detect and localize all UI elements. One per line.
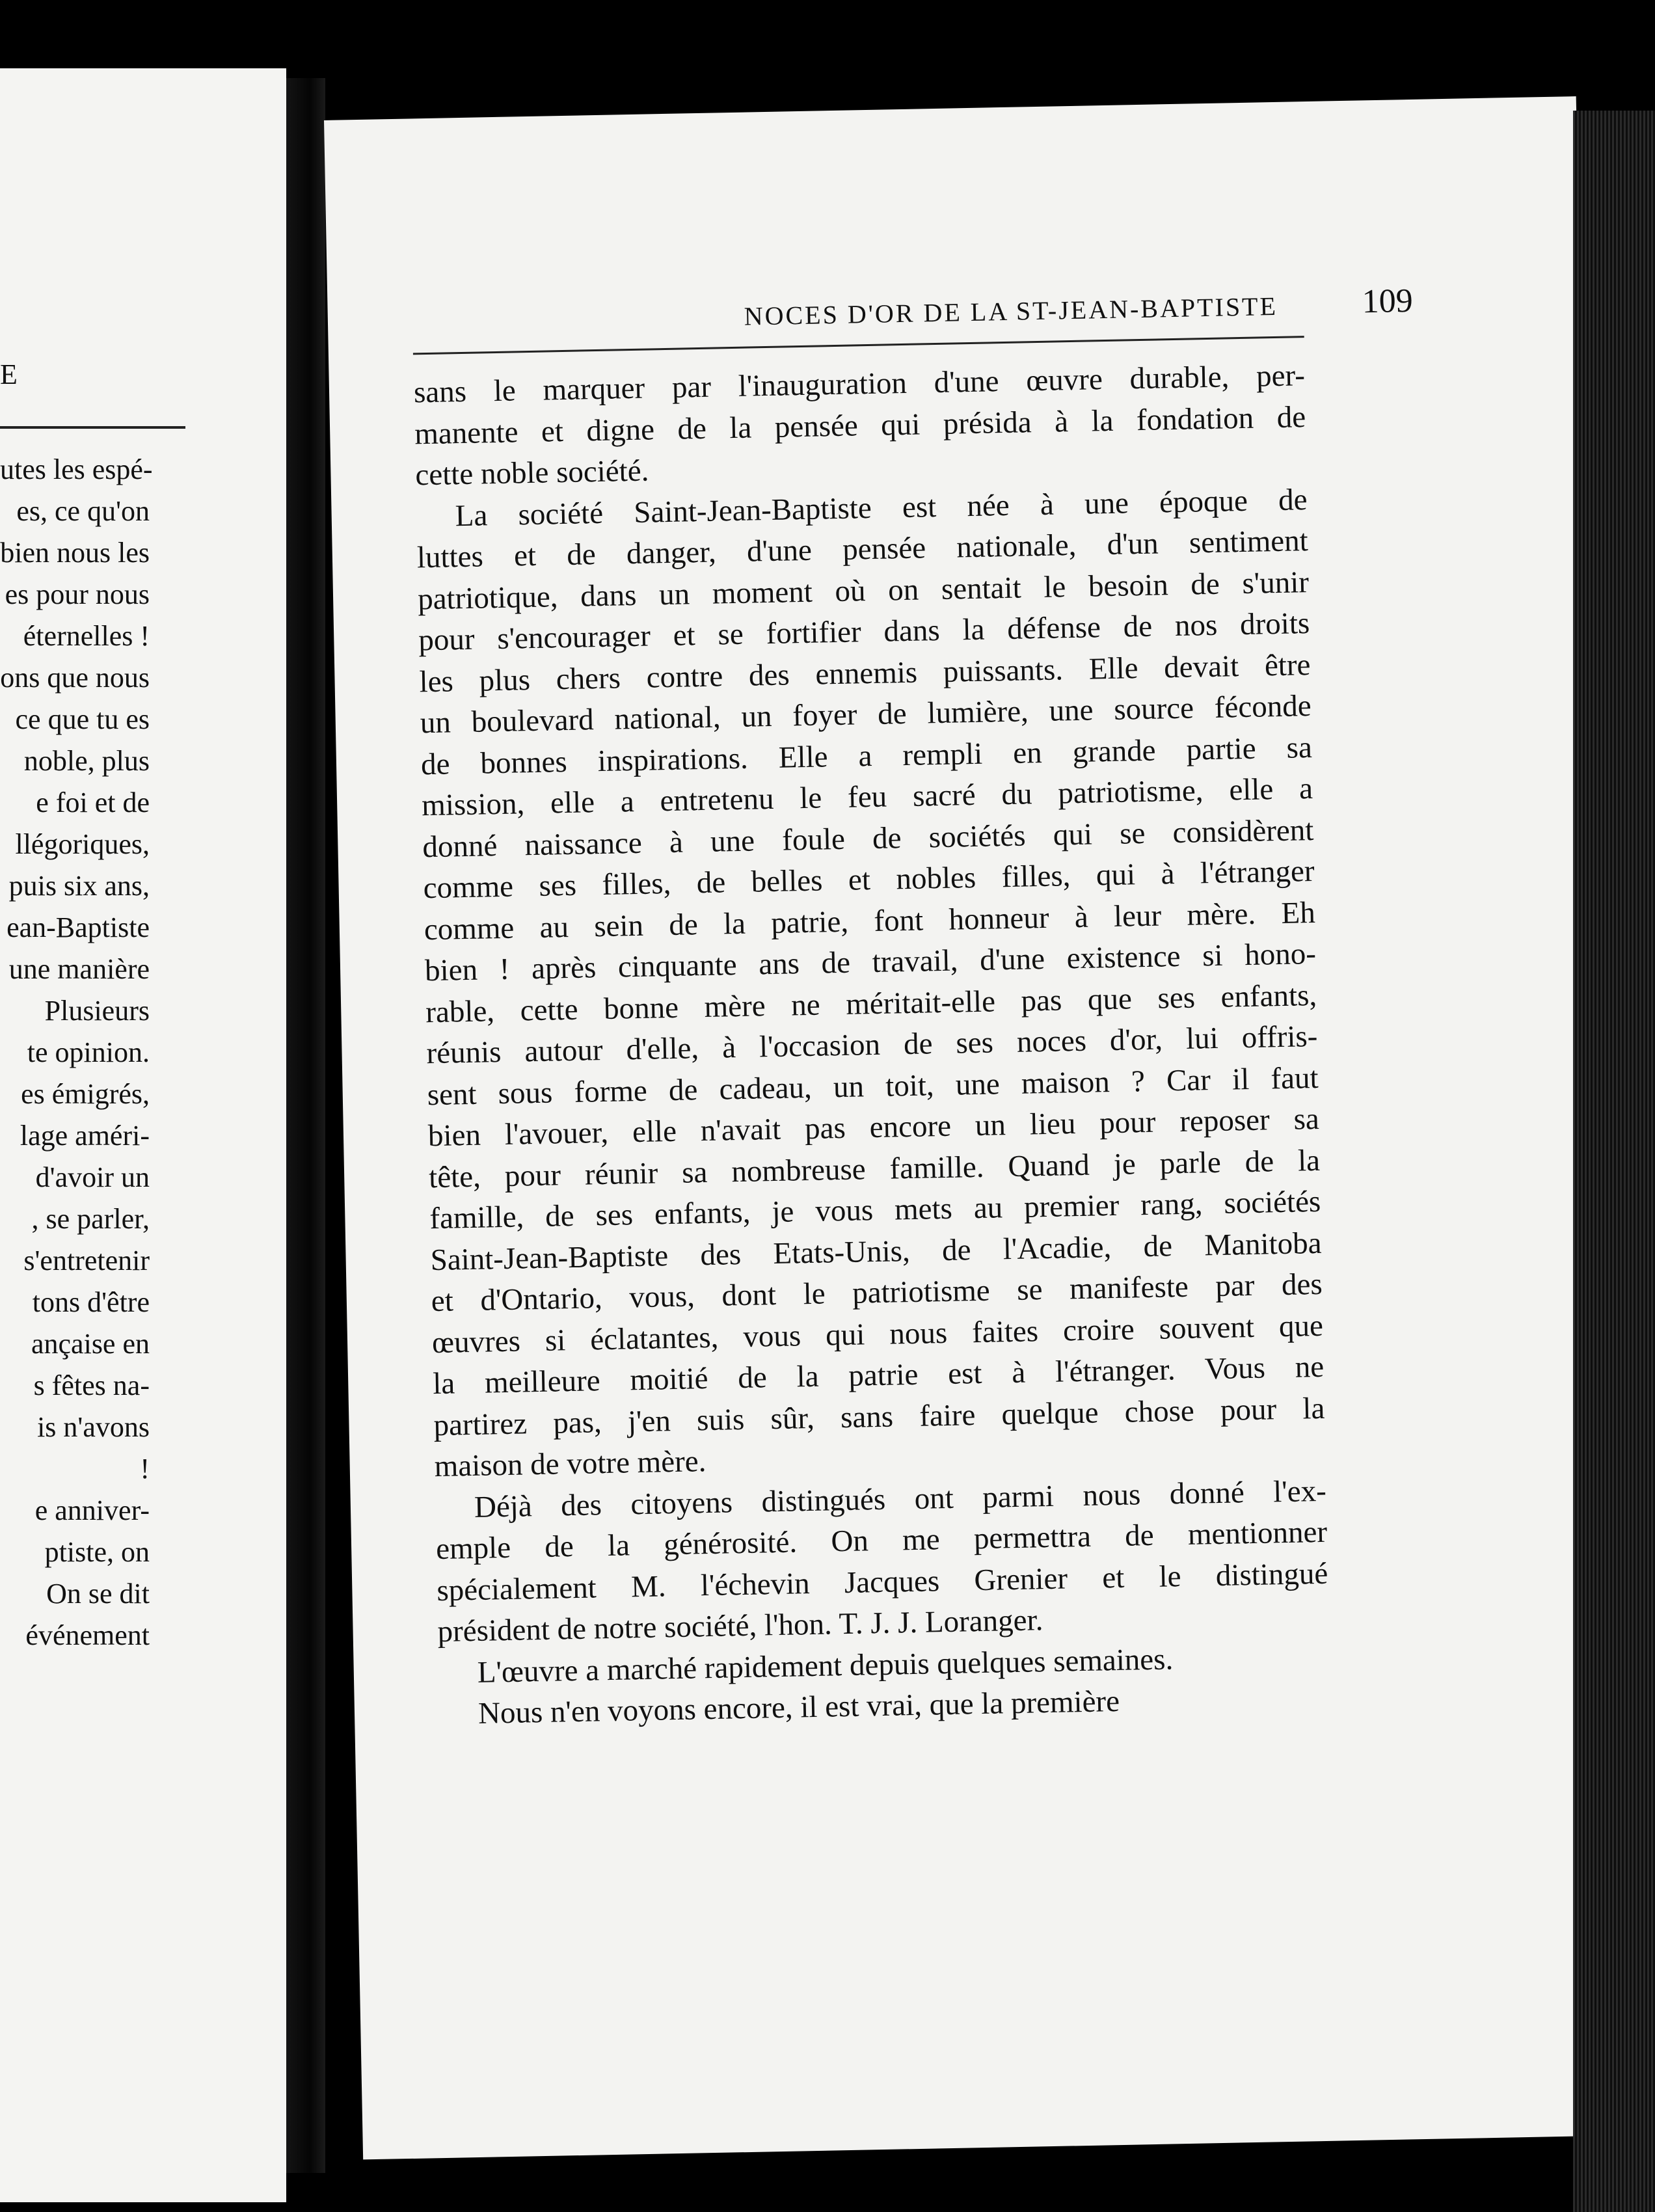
text-line: luttes et de danger, d'une pensée nationale, d'un sentiment <box>416 524 1309 575</box>
text-line: spécialement M. l'échevin Jacques Grenier et le distingué <box>436 1556 1328 1608</box>
text-line: de bonnes inspirations. Elle a rempli en grande partie sa <box>420 730 1313 781</box>
left-text-line: ce que tu es <box>15 703 150 735</box>
text-line: comme ses filles, de belles et nobles filles, qui à l'étranger <box>423 854 1315 906</box>
left-text-line: ! <box>140 1453 150 1485</box>
body-text <box>413 355 1330 1735</box>
text-line: réunis autour d'elle, à l'occasion de ses noces d'or, lui offris- <box>426 1019 1318 1071</box>
text-line: sent sous forme de cadeau, un toit, une maison ? Car il faut <box>427 1060 1319 1112</box>
text-line: un boulevard national, un foyer de lumière, une source féconde <box>420 689 1312 740</box>
left-page-text <box>0 449 153 1656</box>
text-line: Saint-Jean-Baptiste des Etats-Unis, de l'Acadie, de Manitoba <box>430 1226 1322 1277</box>
page-number: 109 <box>1362 282 1414 321</box>
left-text-line: ançaise en <box>31 1328 150 1360</box>
text-line: bien l'avouer, elle n'avait pas encore un lieu pour reposer sa <box>427 1101 1320 1153</box>
left-text-line: llégoriques, <box>15 828 150 860</box>
left-text-line: s fêtes na- <box>33 1369 150 1401</box>
left-text-line: is n'avons <box>37 1411 150 1443</box>
text-line: bien ! après cinquante ans de travail, d'une existence si hono- <box>424 936 1317 988</box>
left-text-line: ean-Baptiste <box>7 911 150 943</box>
text-line: Déjà des citoyens distingués ont parmi nous donné l'ex- <box>474 1474 1327 1524</box>
left-text-line: utes les espé- <box>0 453 153 485</box>
left-text-line: ptiste, on <box>44 1536 150 1568</box>
head-rule <box>413 336 1304 355</box>
text-line: sans le marquer par l'inauguration d'une œuvre durable, per- <box>413 358 1306 410</box>
left-text-line: bien nous les <box>0 537 150 569</box>
text-line: mission, elle a entretenu le feu sacré du patriotisme, elle a <box>421 772 1313 823</box>
text-line: et d'Ontario, vous, dont le patriotisme se manifeste par des <box>431 1267 1323 1319</box>
left-text-line: d'avoir un <box>35 1161 150 1193</box>
text-line: Nous n'en voyons encore, il est vrai, que la première <box>478 1684 1120 1731</box>
left-text-line: te opinion. <box>27 1036 150 1068</box>
left-text-line: s'entretenir <box>23 1245 150 1276</box>
text-line: partirez pas, j'en suis sûr, sans faire quelque chose pour la <box>433 1391 1325 1442</box>
text-line: comme au sein de la patrie, font honneur à leur mère. Eh <box>424 895 1316 947</box>
text-line: L'œuvre a marché rapidement depuis quelques semaines. <box>477 1641 1174 1690</box>
text-line: famille, de ses enfants, je vous mets au premier rang, sociétés <box>429 1184 1321 1236</box>
left-text-line: On se dit <box>46 1578 150 1610</box>
text-line: la meilleure moitié de la patrie est à l'étranger. Vous ne <box>432 1349 1325 1401</box>
left-text-line: une manière <box>8 953 150 985</box>
text-line: La société Saint-Jean-Baptiste est née à une époque de <box>455 482 1308 533</box>
paragraph <box>413 355 1306 496</box>
left-head-rule <box>0 426 185 429</box>
left-text-line: puis six ans, <box>8 870 150 902</box>
left-text-line: es pour nous <box>5 578 150 610</box>
text-line: tête, pour réunir sa nombreuse famille. Quand je parle de la <box>428 1143 1321 1194</box>
page-edges <box>1573 111 1655 2212</box>
left-text-line: es, ce qu'on <box>16 495 150 527</box>
left-text-line: ons que nous <box>0 662 150 694</box>
text-line: donné naissance à une foule de sociétés qui se considèrent <box>422 813 1314 864</box>
left-text-line: e anniver- <box>34 1494 150 1526</box>
left-text-line: événement <box>25 1619 150 1651</box>
running-head: NOCES D'OR DE LA ST-JEAN-BAPTISTE <box>744 291 1278 331</box>
text-line: manente et digne de la pensée qui présida à la fondation de <box>414 399 1306 451</box>
text-line: emple de la générosité. On me permettra de mentionner <box>435 1515 1328 1567</box>
left-text-line: e foi et de <box>36 787 150 818</box>
left-page-fragment <box>0 68 286 2202</box>
left-running-head-fragment: E <box>0 358 18 390</box>
left-text-line: lage améri- <box>20 1120 150 1152</box>
left-text-line: éternelles ! <box>23 620 150 652</box>
left-text-line: es émigrés, <box>21 1078 150 1110</box>
text-line: cette noble société. <box>414 453 649 492</box>
text-line: les plus chers contre des ennemis puissants. Elle devait être <box>419 647 1311 699</box>
text-line: rable, cette bonne mère ne méritait-elle pas que ses enfants, <box>425 978 1317 1029</box>
text-line: patriotique, dans un moment où on sentait le besoin de s'unir <box>417 565 1310 616</box>
right-page <box>324 96 1615 2159</box>
left-text-line: , se parler, <box>31 1203 150 1235</box>
book-gutter <box>286 78 325 2173</box>
left-text-line: tons d'être <box>32 1286 150 1318</box>
text-line: œuvres si éclatantes, vous qui nous faites croire souvent que <box>431 1308 1324 1360</box>
text-line: maison de votre mère. <box>434 1444 706 1484</box>
paragraph <box>435 1470 1329 1652</box>
text-line: pour s'encourager et se fortifier dans la défense de nos droits <box>418 606 1310 658</box>
paragraph <box>416 479 1326 1488</box>
left-text-line: noble, plus <box>23 745 150 777</box>
text-line: président de notre société, l'hon. T. J. J. Loranger. <box>437 1603 1043 1649</box>
left-text-line: Plusieurs <box>44 995 150 1027</box>
